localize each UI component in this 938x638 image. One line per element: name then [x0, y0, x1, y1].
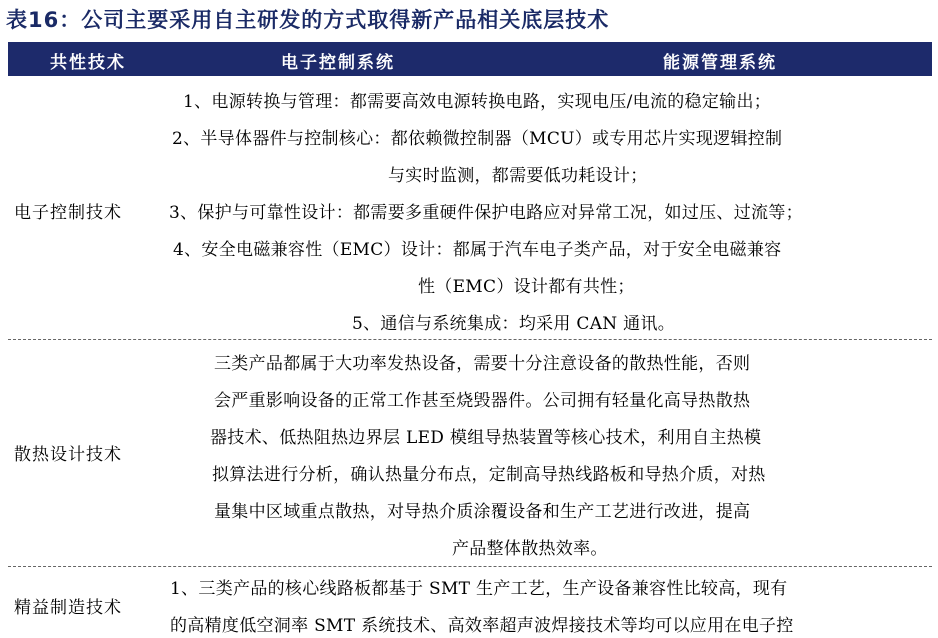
row-text-line: 与实时监测，都需要低功耗设计；: [388, 166, 648, 186]
row-text-line: 量集中区域重点散热，对导热介质涂覆设备和生产工艺进行改进，提高: [214, 502, 751, 522]
row-text-line: 产品整体散热效率。: [452, 539, 608, 559]
row-text-line: 性（EMC）设计都有共性；: [418, 277, 635, 297]
row-text-line: 的高精度低空洞率 SMT 系统技术、高效率超声波焊接技术等均可以应用在电子控: [170, 616, 794, 636]
row-text-line: 器技术、低热阻热边界层 LED 模组导热装置等核心技术，利用自主热模: [210, 428, 762, 448]
table-title: 表16：公司主要采用自主研发的方式取得新产品相关底层技术: [6, 8, 610, 32]
row-text-line: 3、保护与可靠性设计：都需要多重硬件保护电路应对异常工况，如过压、过流等；: [169, 203, 803, 223]
header-col-electronic-control: 电子控制系统: [281, 53, 395, 73]
row-label: 电子控制技术: [14, 203, 122, 223]
row-separator: [8, 566, 932, 567]
row-text-line: 5、通信与系统集成：均采用 CAN 通讯。: [352, 314, 676, 334]
row-text-line: 会严重影响设备的正常工作甚至烧毁器件。公司拥有轻量化高导热散热: [214, 391, 751, 411]
header-col-common-tech: 共性技术: [50, 53, 126, 73]
row-text-line: 1、电源转换与管理：都需要高效电源转换电路，实现电压/电流的稳定输出；: [183, 92, 772, 112]
header-col-energy-management: 能源管理系统: [663, 53, 777, 73]
table-header: [8, 42, 932, 76]
row-separator: [8, 339, 932, 340]
row-label: 精益制造技术: [14, 598, 122, 618]
row-text-line: 1、三类产品的核心线路板都基于 SMT 生产工艺，生产设备兼容性比较高，现有: [170, 579, 788, 599]
row-text-line: 2、半导体器件与控制核心：都依赖微控制器（MCU）或专用芯片实现逻辑控制: [172, 129, 783, 149]
row-label: 散热设计技术: [14, 445, 122, 465]
row-text-line: 4、安全电磁兼容性（EMC）设计：都属于汽车电子类产品，对于安全电磁兼容: [173, 240, 782, 260]
row-text-line: 三类产品都属于大功率发热设备，需要十分注意设备的散热性能，否则: [214, 354, 751, 374]
row-text-line: 拟算法进行分析，确认热量分布点，定制高导热线路板和导热介质，对热: [212, 465, 766, 485]
